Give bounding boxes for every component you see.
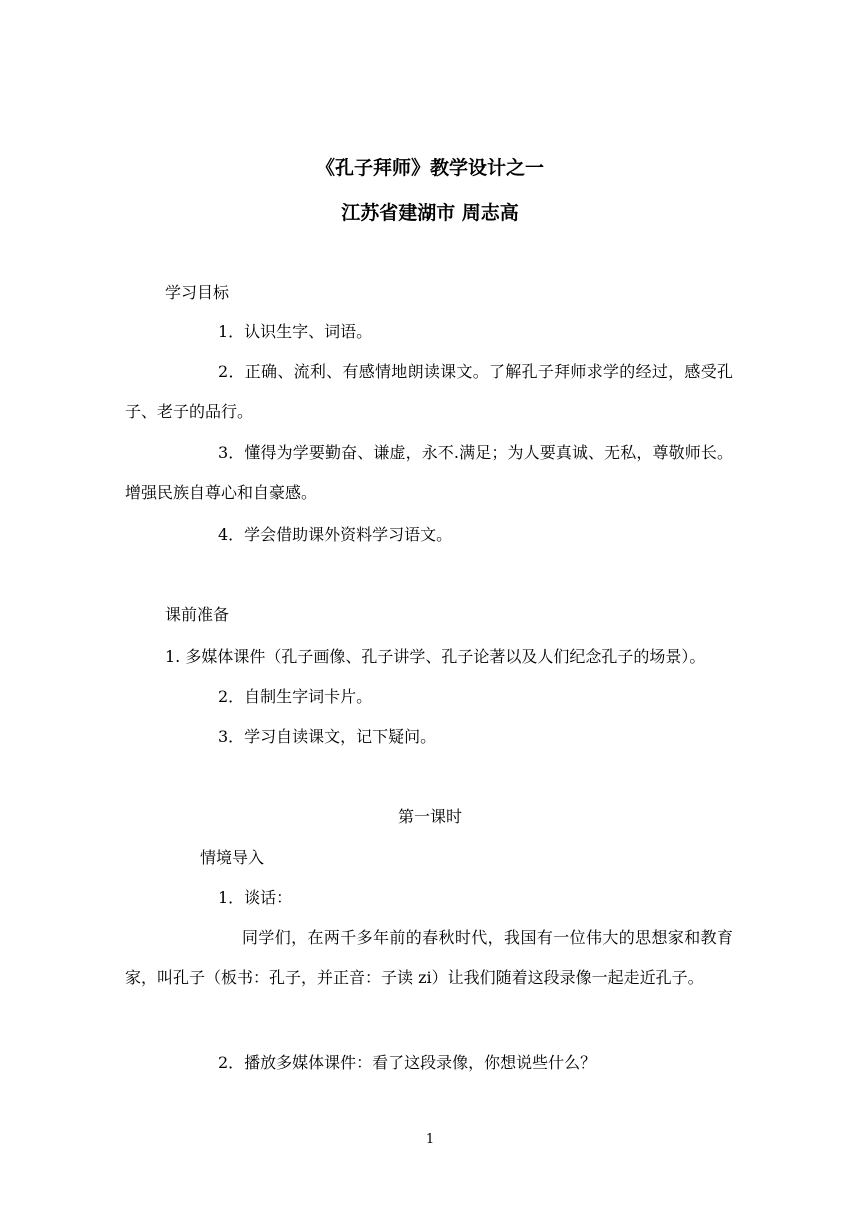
prep-heading: 课前准备 <box>165 605 230 624</box>
prep-item-1: 1. 多媒体课件（孔子画像、孔子讲学、孔子论著以及人们纪念孔子的场景）。 <box>165 647 706 666</box>
goals-heading: 学习目标 <box>165 283 230 302</box>
prep-item-3: 3．学习自读课文，记下疑问。 <box>218 727 437 746</box>
goal-item-3: 3．懂得为学要勤奋、谦虚，永不.满足；为人要真诚、无私，尊敬师长。增强民族自尊心和自豪感。 <box>125 443 733 502</box>
lesson-sub-heading: 情境导入 <box>200 848 265 867</box>
goal-item-4: 4．学会借助课外资料学习语文。 <box>218 525 453 544</box>
lesson-paragraph: 同学们，在两千多年前的春秋时代，我国有一位伟大的思想家和教育家，叫孔子（板书：孔子，并正音：子读 zi）让我们随着这段录像一起走近孔子。 <box>125 928 733 987</box>
author-line: 江苏省建湖市 周志高 <box>341 202 519 224</box>
document-title: 《孔子拜师》教学设计之一 <box>315 157 544 179</box>
page-number: 1 <box>425 1132 435 1147</box>
lesson-item-1: 1．谈话： <box>218 888 293 907</box>
prep-item-2: 2．自制生字词卡片。 <box>218 687 373 706</box>
goal-item-2: 2．正确、流利、有感情地朗读课文。了解孔子拜师求学的经过，感受孔子、老子的品行。 <box>125 362 733 421</box>
lesson-item-2: 2．播放多媒体课件：看了这段录像，你想说些什么？ <box>218 1053 597 1072</box>
lesson-heading: 第一课时 <box>397 807 462 826</box>
goal-item-1: 1．认识生字、词语。 <box>218 322 373 341</box>
